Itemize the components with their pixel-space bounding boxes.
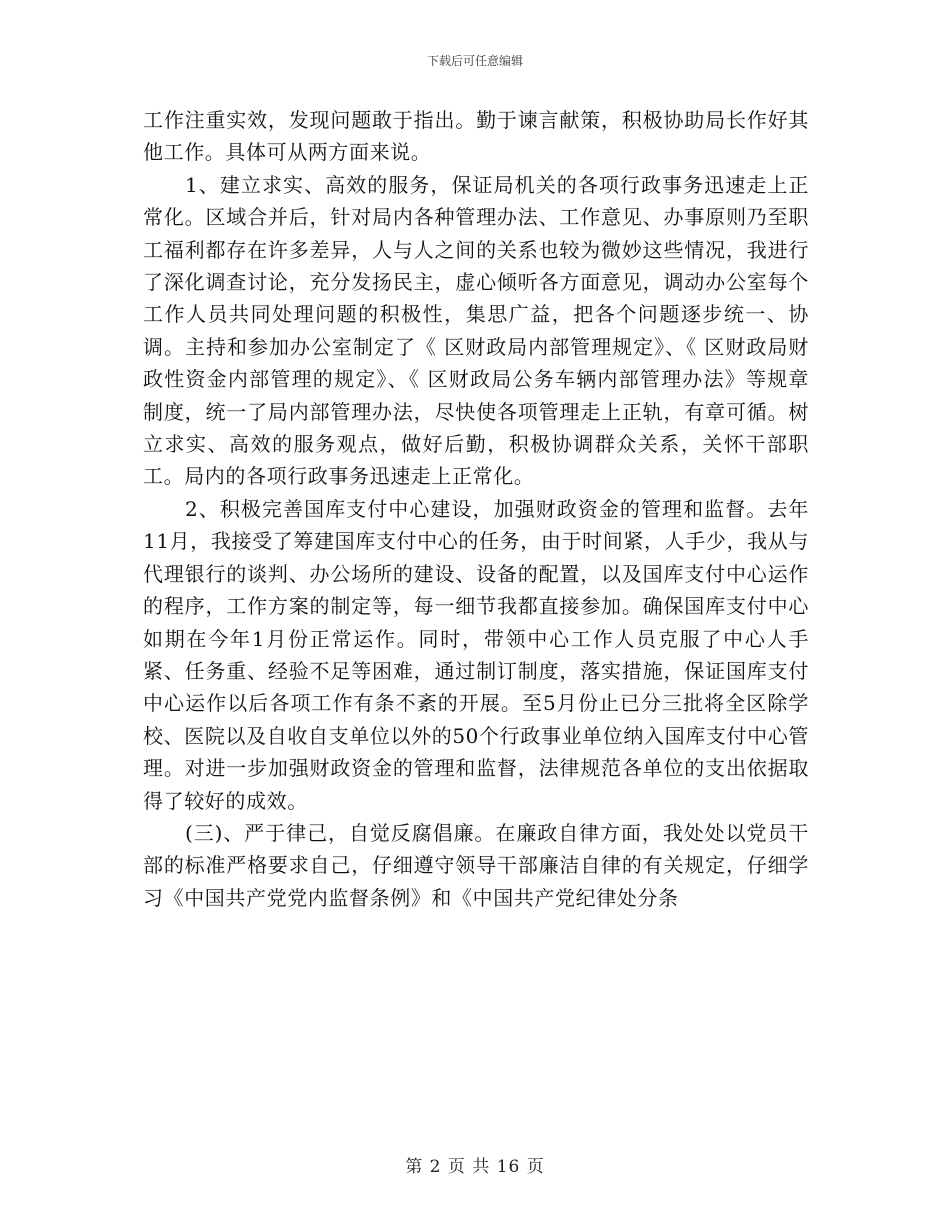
page-header: 下载后可任意编辑 xyxy=(426,54,523,68)
body-paragraph: 2、积极完善国库支付中心建设，加强财政资金的管理和监督。去年11月，我接受了筹建国库支付中心的任务，由于时间紧，人手少，我从与代理银行的谈判、办公场所的建设、设备的配置，以及国库支付中心运作的程序，工作方案的制定等，每一细节我都直接参加。确保国库支付中心如期在今年1月份正常运作。同时，带领中心工作人员克服了中心人手紧、任务重、经验不足等困难，通过制订制度，落实措施，保证国库支付中心运作以后各项工作有条不紊的开展。至5月份止已分三批将全区除学校、医院以及自收自支单位以外的50个行政事业单位纳入国库支付中心管理。对进一步加强财政资金的管理和监督，法律规范各单位的支出依据取得了较好的成效。 xyxy=(143,496,809,813)
document-body xyxy=(143,104,809,914)
body-paragraph: 1、建立求实、高效的服务，保证局机关的各项行政事务迅速走上正常化。区域合并后，针对局内各种管理办法、工作意见、办事原则乃至职工福利都存在许多差异，人与人之间的关系也较为微妙这些情况，我进行了深化调查讨论，充分发扬民主，虚心倾听各方面意见，调动办公室每个工作人员共同处理问题的积极性，集思广益，把各个问题逐步统一、协调。主持和参加办公室制定了《 区财政局内部管理规定》、《 区财政局财政性资金内部管理的规定》、《 区财政局公务车辆内部管理办法》等规章制度，统一了局内部管理办法，尽快使各项管理走上正轨，有章可循。树立求实、高效的服务观点，做好后勤，积极协调群众关系，关怀干部职工。局内的各项行政事务迅速走上正常化。 xyxy=(143,172,809,489)
body-paragraph: (三)、严于律己，自觉反腐倡廉。在廉政自律方面，我处处以党员干部的标准严格要求自己，仔细遵守领导干部廉洁自律的有关规定，仔细学习《中国共产党党内监督条例》和《中国共产党纪律处分条 xyxy=(143,820,809,910)
page-number: 第 2 页 共 16 页 xyxy=(405,1157,545,1177)
body-paragraph: 工作注重实效，发现问题敢于指出。勤于谏言献策，积极协助局长作好其他工作。具体可从两方面来说。 xyxy=(143,108,809,165)
